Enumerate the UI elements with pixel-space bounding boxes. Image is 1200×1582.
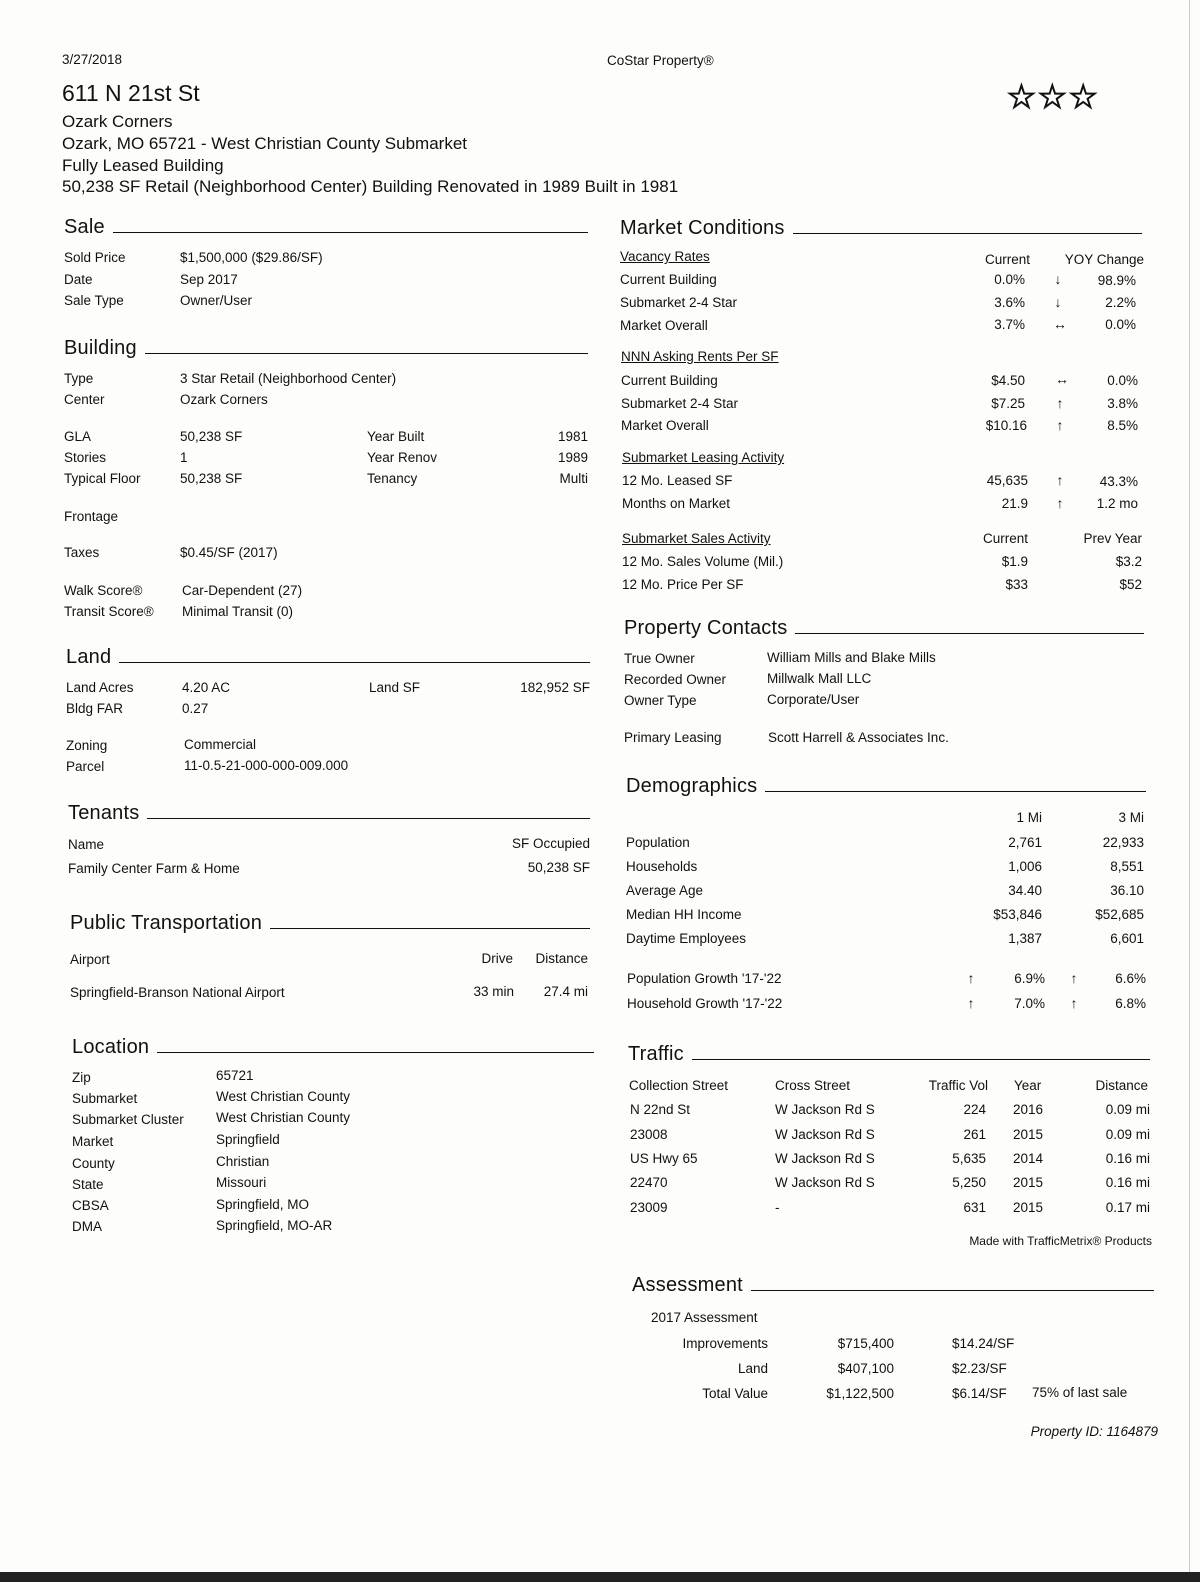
arrow-up-icon: ↑ xyxy=(1070,995,1078,1011)
airport-name: Springfield-Branson National Airport xyxy=(70,985,285,1000)
location-label: Market xyxy=(72,1134,114,1149)
traffic-distance: 0.16 mi xyxy=(1105,1175,1150,1190)
location-value: 65721 xyxy=(216,1068,254,1083)
three-mile-header: 3 Mi xyxy=(1118,810,1144,825)
drive-header: Drive xyxy=(481,951,513,966)
lease-status: Fully Leased Building xyxy=(62,156,224,175)
contact-label: True Owner xyxy=(624,651,695,666)
stories-value: 1 xyxy=(180,450,188,465)
traffic-section-title: Traffic xyxy=(628,1043,1150,1066)
traffic-cross: W Jackson Rd S xyxy=(775,1102,875,1117)
traffic-cross: W Jackson Rd S xyxy=(775,1127,875,1142)
arrow-flat-icon: ↔ xyxy=(1053,316,1067,332)
traffic-street: 23008 xyxy=(630,1127,668,1142)
growth-1mi: 6.9% xyxy=(1014,971,1045,986)
traffic-street: 22470 xyxy=(630,1175,668,1190)
location-label: DMA xyxy=(72,1219,102,1234)
yoy-header: YOY Change xyxy=(1064,252,1144,267)
rent-current: $7.25 xyxy=(991,396,1025,411)
location-value: West Christian County xyxy=(216,1110,351,1125)
assessment-value: $407,100 xyxy=(837,1361,894,1376)
traffic-distance: 0.16 mi xyxy=(1105,1151,1150,1166)
traffic-vol: 5,635 xyxy=(952,1151,986,1166)
assessment-value: $1,122,500 xyxy=(826,1386,894,1401)
sales-prev: $3.2 xyxy=(1115,554,1142,569)
contact-value: William Mills and Blake Mills xyxy=(767,650,936,665)
year-built-label: Year Built xyxy=(367,429,425,444)
contacts-section-title: Property Contacts xyxy=(624,617,1144,640)
zoning-label: Zoning xyxy=(66,738,108,753)
traffic-distance: 0.17 mi xyxy=(1105,1200,1150,1215)
rent-label: Market Overall xyxy=(621,418,709,433)
tenant-name-header: Name xyxy=(68,837,105,852)
demo-label: Average Age xyxy=(626,883,704,898)
parcel-value: 11-0.5-21-000-000-009.000 xyxy=(184,758,349,773)
gla-label: GLA xyxy=(64,429,92,444)
assessment-pct-of-sale: 75% of last sale xyxy=(1032,1385,1128,1400)
vacancy-change: 2.2% xyxy=(1105,295,1136,310)
sales-current: $33 xyxy=(1005,577,1028,592)
brand-name: CoStar Property® xyxy=(607,53,714,68)
sale-section-title: Sale xyxy=(64,216,588,239)
year-renov-value: 1989 xyxy=(557,450,588,465)
sales-label: 12 Mo. Sales Volume (Mil.) xyxy=(622,554,784,569)
vacancy-current: 0.0% xyxy=(994,272,1025,287)
property-id: Property ID: 1164879 xyxy=(1030,1424,1158,1439)
assessment-psf: $6.14/SF xyxy=(952,1386,1007,1401)
building-center-label: Center xyxy=(64,392,105,407)
growth-3mi: 6.6% xyxy=(1115,971,1146,986)
sale-value: Owner/User xyxy=(180,293,253,308)
star-rating-icon: ★★★ xyxy=(1008,81,1101,114)
frontage-label: Frontage xyxy=(64,509,119,524)
traffic-col-header: Collection Street xyxy=(629,1078,729,1093)
primary-leasing-label: Primary Leasing xyxy=(624,730,722,745)
rents-heading: NNN Asking Rents Per SF xyxy=(621,349,779,364)
building-section-title: Building xyxy=(64,337,588,360)
demo-1mi: 1,387 xyxy=(1008,931,1042,946)
leasing-label: 12 Mo. Leased SF xyxy=(622,473,733,488)
vacancy-current: 3.7% xyxy=(994,317,1025,332)
demo-3mi: $52,685 xyxy=(1095,907,1144,922)
prev-year-header: Prev Year xyxy=(1083,531,1142,546)
typical-floor-label: Typical Floor xyxy=(64,471,141,486)
traffic-street: N 22nd St xyxy=(630,1102,691,1117)
assessment-label: Improvements xyxy=(682,1336,768,1351)
vacancy-label: Submarket 2-4 Star xyxy=(620,295,738,310)
traffic-year: 2016 xyxy=(1013,1102,1044,1117)
assessment-label: Total Value xyxy=(702,1386,768,1401)
arrow-up-icon: ↑ xyxy=(1056,417,1064,433)
tenants-section-title: Tenants xyxy=(68,802,590,825)
demo-1mi: 34.40 xyxy=(1008,883,1042,898)
primary-leasing-value: Scott Harrell & Associates Inc. xyxy=(768,730,949,745)
demo-3mi: 22,933 xyxy=(1102,835,1144,850)
tenancy-label: Tenancy xyxy=(367,471,418,486)
sale-label: Date xyxy=(64,272,93,287)
demo-1mi: 2,761 xyxy=(1008,835,1042,850)
leasing-change: 43.3% xyxy=(1099,474,1138,489)
demographics-section-title: Demographics xyxy=(626,775,1146,798)
year-renov-label: Year Renov xyxy=(367,450,438,465)
property-address: 611 N 21st St xyxy=(62,80,200,106)
arrow-up-icon: ↑ xyxy=(967,995,975,1011)
vacancy-change: 0.0% xyxy=(1105,317,1136,332)
arrow-up-icon: ↑ xyxy=(967,970,975,986)
location-label: State xyxy=(72,1177,104,1192)
rent-label: Current Building xyxy=(621,373,718,388)
building-center-value: Ozark Corners xyxy=(180,392,268,407)
walk-score-label: Walk Score® xyxy=(64,583,143,598)
airport-drive: 33 min xyxy=(473,984,514,999)
traffic-vol: 5,250 xyxy=(952,1175,986,1190)
property-name: Ozark Corners xyxy=(62,112,173,131)
distance-header: Distance xyxy=(535,951,588,966)
location-value: Christian xyxy=(216,1154,270,1169)
vacancy-heading: Vacancy Rates xyxy=(620,249,710,264)
arrow-up-icon: ↑ xyxy=(1056,395,1064,411)
traffic-vol: 261 xyxy=(963,1127,986,1142)
building-summary: 50,238 SF Retail (Neighborhood Center) Building Renovated in 1989 Built in 1981 xyxy=(62,177,679,196)
building-type-label: Type xyxy=(64,371,94,386)
assessment-value: $715,400 xyxy=(837,1336,894,1351)
traffic-distance: 0.09 mi xyxy=(1105,1102,1150,1117)
arrow-up-icon: ↑ xyxy=(1070,970,1078,986)
traffic-year: 2015 xyxy=(1013,1200,1044,1215)
sales-current-header: Current xyxy=(982,531,1028,546)
location-value: West Christian County xyxy=(216,1089,351,1104)
leasing-current: 45,635 xyxy=(986,473,1028,488)
property-city: Ozark, MO 65721 - West Christian County Submarket xyxy=(62,134,468,153)
demo-3mi: 8,551 xyxy=(1110,859,1144,874)
traffic-cross: - xyxy=(775,1200,780,1215)
land-acres-label: Land Acres xyxy=(66,680,134,695)
location-section-title: Location xyxy=(72,1036,594,1059)
location-label: Zip xyxy=(72,1070,91,1085)
traffic-col-header: Year xyxy=(1014,1078,1042,1093)
rent-current: $4.50 xyxy=(991,373,1025,388)
tenant-sf: 50,238 SF xyxy=(527,860,590,875)
sale-label: Sold Price xyxy=(64,250,126,265)
market-section-title: Market Conditions xyxy=(620,217,1142,240)
arrow-down-icon: ↓ xyxy=(1054,271,1062,287)
sale-label: Sale Type xyxy=(64,293,124,308)
sales-current: $1.9 xyxy=(1001,554,1028,569)
land-section-title: Land xyxy=(66,646,590,669)
location-label: Submarket Cluster xyxy=(72,1112,184,1127)
location-label: County xyxy=(72,1156,115,1171)
leasing-label: Months on Market xyxy=(622,496,731,511)
growth-label: Population Growth '17-'22 xyxy=(627,971,782,986)
sales-prev: $52 xyxy=(1119,577,1142,592)
gla-value: 50,238 SF xyxy=(180,429,243,444)
sales-label: 12 Mo. Price Per SF xyxy=(622,577,744,592)
rent-change: 3.8% xyxy=(1107,396,1138,411)
location-value: Springfield, MO xyxy=(216,1197,310,1212)
airport-header: Airport xyxy=(70,952,110,967)
rent-current: $10.16 xyxy=(985,418,1027,433)
demo-1mi: $53,846 xyxy=(993,907,1042,922)
demo-label: Population xyxy=(626,835,690,850)
one-mile-header: 1 Mi xyxy=(1016,810,1042,825)
traffic-col-header: Cross Street xyxy=(775,1078,851,1093)
traffic-col-header: Distance xyxy=(1095,1078,1148,1093)
location-value: Springfield xyxy=(216,1132,280,1147)
vacancy-label: Market Overall xyxy=(620,318,708,333)
land-sf-label: Land SF xyxy=(369,680,421,695)
taxes-label: Taxes xyxy=(64,545,100,560)
assessment-label: Land xyxy=(737,1361,768,1376)
assessment-section-title: Assessment xyxy=(632,1274,1154,1297)
vacancy-current: 3.6% xyxy=(994,295,1025,310)
traffic-street: 23009 xyxy=(630,1200,668,1215)
report-date: 3/27/2018 xyxy=(62,52,123,67)
traffic-cross: W Jackson Rd S xyxy=(775,1151,875,1166)
growth-label: Household Growth '17-'22 xyxy=(627,996,783,1011)
arrow-down-icon: ↓ xyxy=(1054,294,1062,310)
sale-value: $1,500,000 ($29.86/SF) xyxy=(180,250,323,265)
traffic-year: 2014 xyxy=(1013,1151,1044,1166)
land-sf-value: 182,952 SF xyxy=(520,680,590,695)
contact-value: Corporate/User xyxy=(767,692,860,707)
growth-3mi: 6.8% xyxy=(1115,996,1146,1011)
demo-label: Median HH Income xyxy=(626,907,742,922)
bldg-far-value: 0.27 xyxy=(182,701,209,716)
tenant-name: Family Center Farm & Home xyxy=(68,861,240,876)
traffic-year: 2015 xyxy=(1013,1175,1044,1190)
traffic-street: US Hwy 65 xyxy=(630,1151,698,1166)
transit-score-value: Minimal Transit (0) xyxy=(182,604,294,619)
location-value: Missouri xyxy=(216,1175,267,1190)
sales-heading: Submarket Sales Activity xyxy=(622,531,771,546)
traffic-col-header: Traffic Vol xyxy=(928,1078,988,1093)
tenant-sf-header: SF Occupied xyxy=(511,836,590,851)
assessment-year: 2017 Assessment xyxy=(651,1310,758,1325)
traffic-cross: W Jackson Rd S xyxy=(775,1175,875,1190)
page-edge xyxy=(1189,0,1200,1582)
assessment-psf: $14.24/SF xyxy=(952,1336,1015,1351)
current-header: Current xyxy=(984,252,1030,267)
zoning-value: Commercial xyxy=(184,737,257,752)
typical-floor-value: 50,238 SF xyxy=(180,471,243,486)
sale-value: Sep 2017 xyxy=(180,272,238,287)
traffic-year: 2015 xyxy=(1013,1127,1044,1142)
vacancy-label: Current Building xyxy=(620,272,717,287)
demo-3mi: 36.10 xyxy=(1110,883,1144,898)
bldg-far-label: Bldg FAR xyxy=(66,701,124,716)
tenancy-value: Multi xyxy=(559,471,588,486)
contact-label: Owner Type xyxy=(624,693,697,708)
building-type-value: 3 Star Retail (Neighborhood Center) xyxy=(180,371,397,386)
traffic-vol: 224 xyxy=(963,1102,986,1117)
traffic-vol: 631 xyxy=(963,1200,986,1215)
scan-bottom-edge xyxy=(0,1572,1200,1582)
taxes-value: $0.45/SF (2017) xyxy=(180,545,278,560)
demo-label: Daytime Employees xyxy=(626,931,747,946)
walk-score-value: Car-Dependent (27) xyxy=(182,583,303,598)
leasing-change: 1.2 mo xyxy=(1096,496,1138,511)
rent-label: Submarket 2-4 Star xyxy=(621,396,739,411)
leasing-current: 21.9 xyxy=(1001,496,1028,511)
demo-1mi: 1,006 xyxy=(1008,859,1042,874)
rent-change: 8.5% xyxy=(1107,418,1138,433)
transit-score-label: Transit Score® xyxy=(64,604,154,619)
arrow-flat-icon: ↔ xyxy=(1055,371,1069,387)
land-acres-value: 4.20 AC xyxy=(182,680,231,695)
contact-label: Recorded Owner xyxy=(624,672,727,687)
location-label: Submarket xyxy=(72,1091,138,1106)
location-label: CBSA xyxy=(72,1198,109,1213)
growth-1mi: 7.0% xyxy=(1014,996,1045,1011)
year-built-value: 1981 xyxy=(557,429,588,444)
demo-3mi: 6,601 xyxy=(1110,931,1144,946)
location-value: Springfield, MO-AR xyxy=(216,1218,333,1233)
airport-distance: 27.4 mi xyxy=(543,984,588,999)
vacancy-change: 98.9% xyxy=(1097,273,1136,288)
stories-label: Stories xyxy=(64,450,107,465)
arrow-up-icon: ↑ xyxy=(1056,495,1064,511)
contact-value: Millwalk Mall LLC xyxy=(767,671,872,686)
rent-change: 0.0% xyxy=(1107,373,1138,388)
arrow-up-icon: ↑ xyxy=(1056,472,1064,488)
parcel-label: Parcel xyxy=(66,759,105,774)
traffic-source-note: Made with TrafficMetrix® Products xyxy=(969,1234,1152,1248)
leasing-heading: Submarket Leasing Activity xyxy=(622,450,785,465)
transport-section-title: Public Transportation xyxy=(70,912,590,935)
traffic-distance: 0.09 mi xyxy=(1105,1127,1150,1142)
assessment-psf: $2.23/SF xyxy=(952,1361,1007,1376)
demo-label: Households xyxy=(626,859,698,874)
